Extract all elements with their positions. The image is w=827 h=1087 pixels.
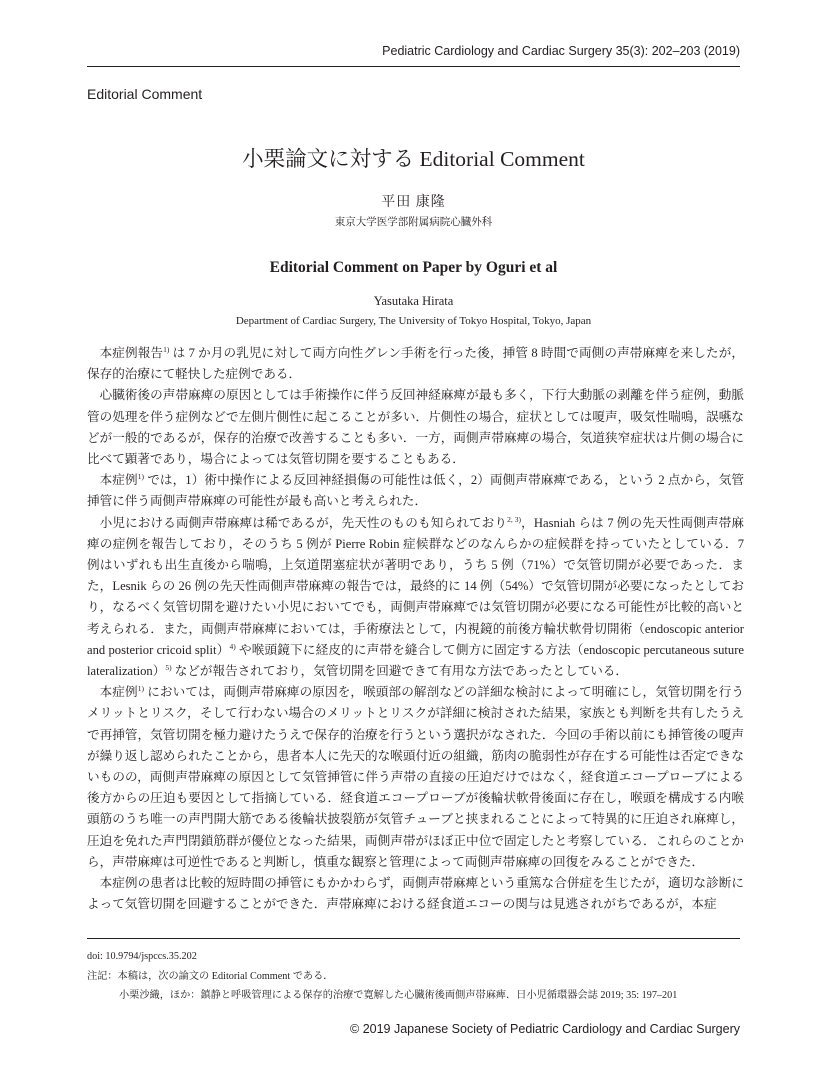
editorial-note: 注記：本稿は，次の論文の Editorial Comment である．	[87, 970, 334, 982]
section-label: Editorial Comment	[87, 86, 203, 102]
journal-citation: Pediatric Cardiology and Cardiac Surgery 35(3): 202–203 (2019)	[382, 44, 740, 58]
paragraph-5	[87, 682, 744, 873]
paragraph-6: 本症例の患者は比較的短時間の挿管にもかかわらず，両側声帯麻痺という重篤な合併症を生じたが，適切な診断によって気管切開を回避することができた．声帯麻痺における経食道エコーの関与は見逃されがちであるが，本症	[87, 876, 744, 912]
paragraph-3	[87, 470, 744, 512]
paragraph-3-text-b: では，1）術中操作による反回神経損傷の可能性は低く，2）両側声帯麻痺である，という 2 点から，気管挿管に伴う両側声帯麻痺の可能性が最も高いと考えられた．	[87, 473, 744, 509]
paragraph-1-text-a: 本症例報告	[99, 346, 164, 360]
paragraph-5-text-b: においては，両側声帯麻痺の原因を，喉頭部の解剖などの詳細な検討によって明確にし，気管切開を行うメリットとリスク，そして行わない場合のメリットとリスクが詳細に検討された結果，家族とも判断を共有したうえで再挿管，気管切開を極力避けたうえで保存的治療を行うという選択がなされた．今回の手術以前にも挿管後の嗄声が繰り返し認められたことから，患者本人に先天的な喉頭付近の組織，筋肉の脆弱性が存在する可能性は否定できないものの，両側声帯麻痺の原因として気管挿管に伴う声帯の直接の圧迫だけではなく，経食道エコープローブによる後方からの圧迫も要因として指摘している．経食道エコープローブが後輪状軟骨後面に存在し，喉頭を構成する内喉頭筋のうち唯一の声門開大筋である後輪状披裂筋が気管チューブと挟まれることによって特異的に圧迫され麻痺し，圧迫を免れた声門閉鎖筋群が優位となった結果，両側声帯がほぼ正中位で固定したと考察している．これらのことから，声帯麻痺は可逆性であると判断し，慎重な観察と管理によって両側声帯麻痺の回復をみることができた．	[87, 685, 745, 869]
title-japanese: 小栗論文に対する Editorial Comment	[242, 147, 585, 171]
copyright-notice: © 2019 Japanese Society of Pediatric Cardiology and Cardiac Surgery	[350, 1022, 740, 1036]
citation-ref: 1)	[137, 472, 144, 482]
paragraph-4	[87, 513, 744, 683]
footnotes	[87, 947, 747, 1006]
affiliation-japanese: 東京大学医学部附属病院心臓外科	[334, 217, 493, 228]
citation-ref: 1)	[163, 345, 170, 354]
citation-ref: 1)	[137, 684, 144, 694]
author-japanese: 平田 康隆	[381, 195, 446, 210]
paragraph-1	[87, 343, 744, 385]
citation-ref: 5)	[165, 663, 172, 673]
citation-ref: 4)	[229, 641, 236, 651]
paragraph-3-text-a: 本症例	[99, 473, 138, 488]
commented-paper-reference: 小栗沙織，ほか：鎮静と呼吸管理による保存的治療で寛解した心臓術後両側声帯麻痺．日小児循環器会誌 2019; 35: 197–201	[119, 990, 678, 1001]
affiliation-english: Department of Cardiac Surgery, The University of Tokyo Hospital, Tokyo, Japan	[235, 315, 592, 327]
author-english: Yasutaka Hirata	[373, 294, 454, 308]
article-body	[87, 343, 744, 915]
paragraph-5-text-a: 本症例	[99, 685, 138, 700]
header-rule	[87, 66, 740, 67]
citation-ref: 2, 3)	[507, 514, 522, 524]
paragraph-4-text-b: ，Hasniah らは 7 例の先天性両側声帯麻痺の症例を報告しており，そのうち 5 例が Pierre Robin 症候群などのなんらかの症候群を持っていたとしている．7 例はいずれも出生直後から喘鳴，上気道閉塞症状が著明であり，うち 5 例（71%）で気管切開が必要であった．また，Lesnik らの 26 例の先天性両側声帯麻痺の報告では，最終的に 14 例（54%）で気管切開が必要になったとしており，なるべく気管切開を避けたい小児においてでも，両側声帯麻痺では気管切開が必要になる可能性が比較的高いと考えられる．また，両側声帯麻痺においては，手術療法として，内視鏡的前後方輪状軟骨切開術（endoscopic anterior and posterior cricoid split）	[87, 515, 745, 657]
title-english: Editorial Comment on Paper by Oguri et al	[269, 259, 558, 276]
footnote-rule	[87, 938, 740, 939]
paragraph-4-text-d: などが報告されており，気管切開を回避できて有用な方法であったとしている．	[171, 664, 628, 679]
paragraph-2: 心臓術後の声帯麻痺の原因としては手術操作に伴う反回神経麻痺が最も多く，下行大動脈の剥離を伴う症例，動脈管の処理を伴う症例などで左側片側性に起こることが多い．片側性の場合，症状としては嗄声，吸気性喘鳴，誤嚥などが一般的であるが，保存的治療で改善することも多い．一方，両側声帯麻痺の場合，気道狭窄症状は片側の場合に比べて顕著であり，場合によっては気管切開を要することもある．	[87, 388, 744, 467]
paragraph-4-text-a: 小児における両側声帯麻痺は稀であるが，先天性のものも知られており	[99, 515, 508, 530]
paragraph-4-text-c: や喉頭鏡下に経皮的に声帯を縫合して側方に固定する方法（endoscopic percutaneous suture lateralization）	[87, 642, 744, 679]
doi-line: doi: 10.9794/jspccs.35.202	[87, 951, 197, 962]
paragraph-1-text-b: は 7 か月の乳児に対して両方向性グレン手術を行った後，挿管 8 時間で両側の声帯麻痺を来したが，保存的治療にて軽快した症例である．	[87, 346, 744, 382]
